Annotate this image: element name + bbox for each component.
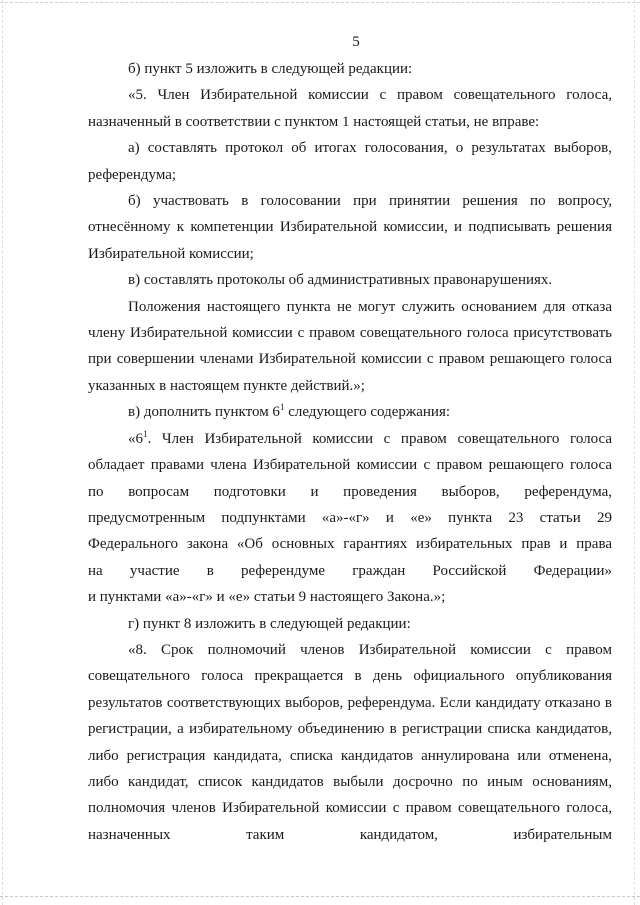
- point-6-1-line-6: на участие в референдуме граждан Российской Федерации»: [88, 562, 612, 579]
- point-6-1-line-7: и пунктами «а»-«г» и «е» статьи 9 настоящего Закона.»;: [88, 589, 446, 606]
- scan-edge-bottom: [0, 896, 640, 897]
- scan-edge-top: [0, 2, 640, 3]
- point-6-1-line-3: по вопросам подготовки и проведения выборов, референдума,: [88, 483, 612, 500]
- point-6-1-line-5: Федерального закона «Об основных гарантиях избирательных прав и права: [88, 536, 612, 553]
- scan-edge-left: [2, 0, 3, 905]
- superscript-1: 1: [143, 428, 148, 439]
- paragraph-add-point-6-1: [88, 399, 612, 425]
- add-point-text-after: следующего содержания:: [284, 404, 451, 421]
- point-6-1-line-1-text: . Член Избирательной комиссии с правом совещательного голоса: [147, 430, 612, 447]
- point-6-1-line-4: предусмотренным подпунктами «а»-«г» и «е» пункта 23 статьи 29: [88, 509, 612, 526]
- paragraph-subpoint-a: а) составлять протокол об итогах голосования, о результатах выборов, референдума;: [88, 140, 612, 183]
- paragraph-amend-point-5: б) пункт 5 изложить в следующей редакции:: [128, 61, 413, 77]
- point-6-1-line-1: [88, 426, 612, 452]
- paragraph-point-5-text: «5. Член Избирательной комиссии с правом совещательного голоса, назначенный в соответствии с пунктом 1 настоящей статьи, не вправе:: [88, 87, 612, 130]
- paragraph-provisions: Положения настоящего пункта не могут служить основанием для отказа члену Избирательной комиссии с правом совещательного голоса присутствовать при совершении членами Избирательной комиссии с правом решающего голоса указанных в настоящем пункте действий.»;: [88, 298, 612, 394]
- paragraph-subpoint-b: б) участвовать в голосовании при принятии решения по вопросу, отнесённому к компетенции Избирательной комиссии, и подписывать решения Избирательной комиссии;: [88, 193, 612, 262]
- paragraph-point-8-text: «8. Срок полномочий членов Избирательной комиссии с правом совещательного голоса прекращается в день официального опубликования результатов соответствующих выборов, референдума. Если кандидату отказано в регистрации, а избирательному объединению в регистрации списка кандидатов, либо регистрация кандидата, списка кандидатов аннулирована или отменена, либо кандидат, список кандидатов выбыли досрочно по иным основаниям, полномочия членов Избирательной комиссии с правом совещательного голоса, назначенных таким кандидатом, избирательным: [88, 641, 612, 843]
- document-body: [88, 56, 612, 848]
- point-6-1-open: «6: [128, 430, 143, 447]
- paragraph-subpoint-v: в) составлять протоколы об административных правонарушениях.: [128, 272, 553, 289]
- superscript-1: 1: [279, 402, 285, 413]
- page-number: 5: [352, 34, 360, 50]
- add-point-text-before: в) дополнить пунктом 6: [128, 404, 280, 421]
- point-6-1-line-2: обладает правами члена Избирательной комиссии с правом решающего голоса: [88, 457, 612, 474]
- paragraph-amend-point-8: г) пункт 8 изложить в следующей редакции:: [128, 615, 411, 632]
- paragraph-point-6-1-text: [88, 426, 612, 611]
- scan-edge-right: [634, 0, 635, 905]
